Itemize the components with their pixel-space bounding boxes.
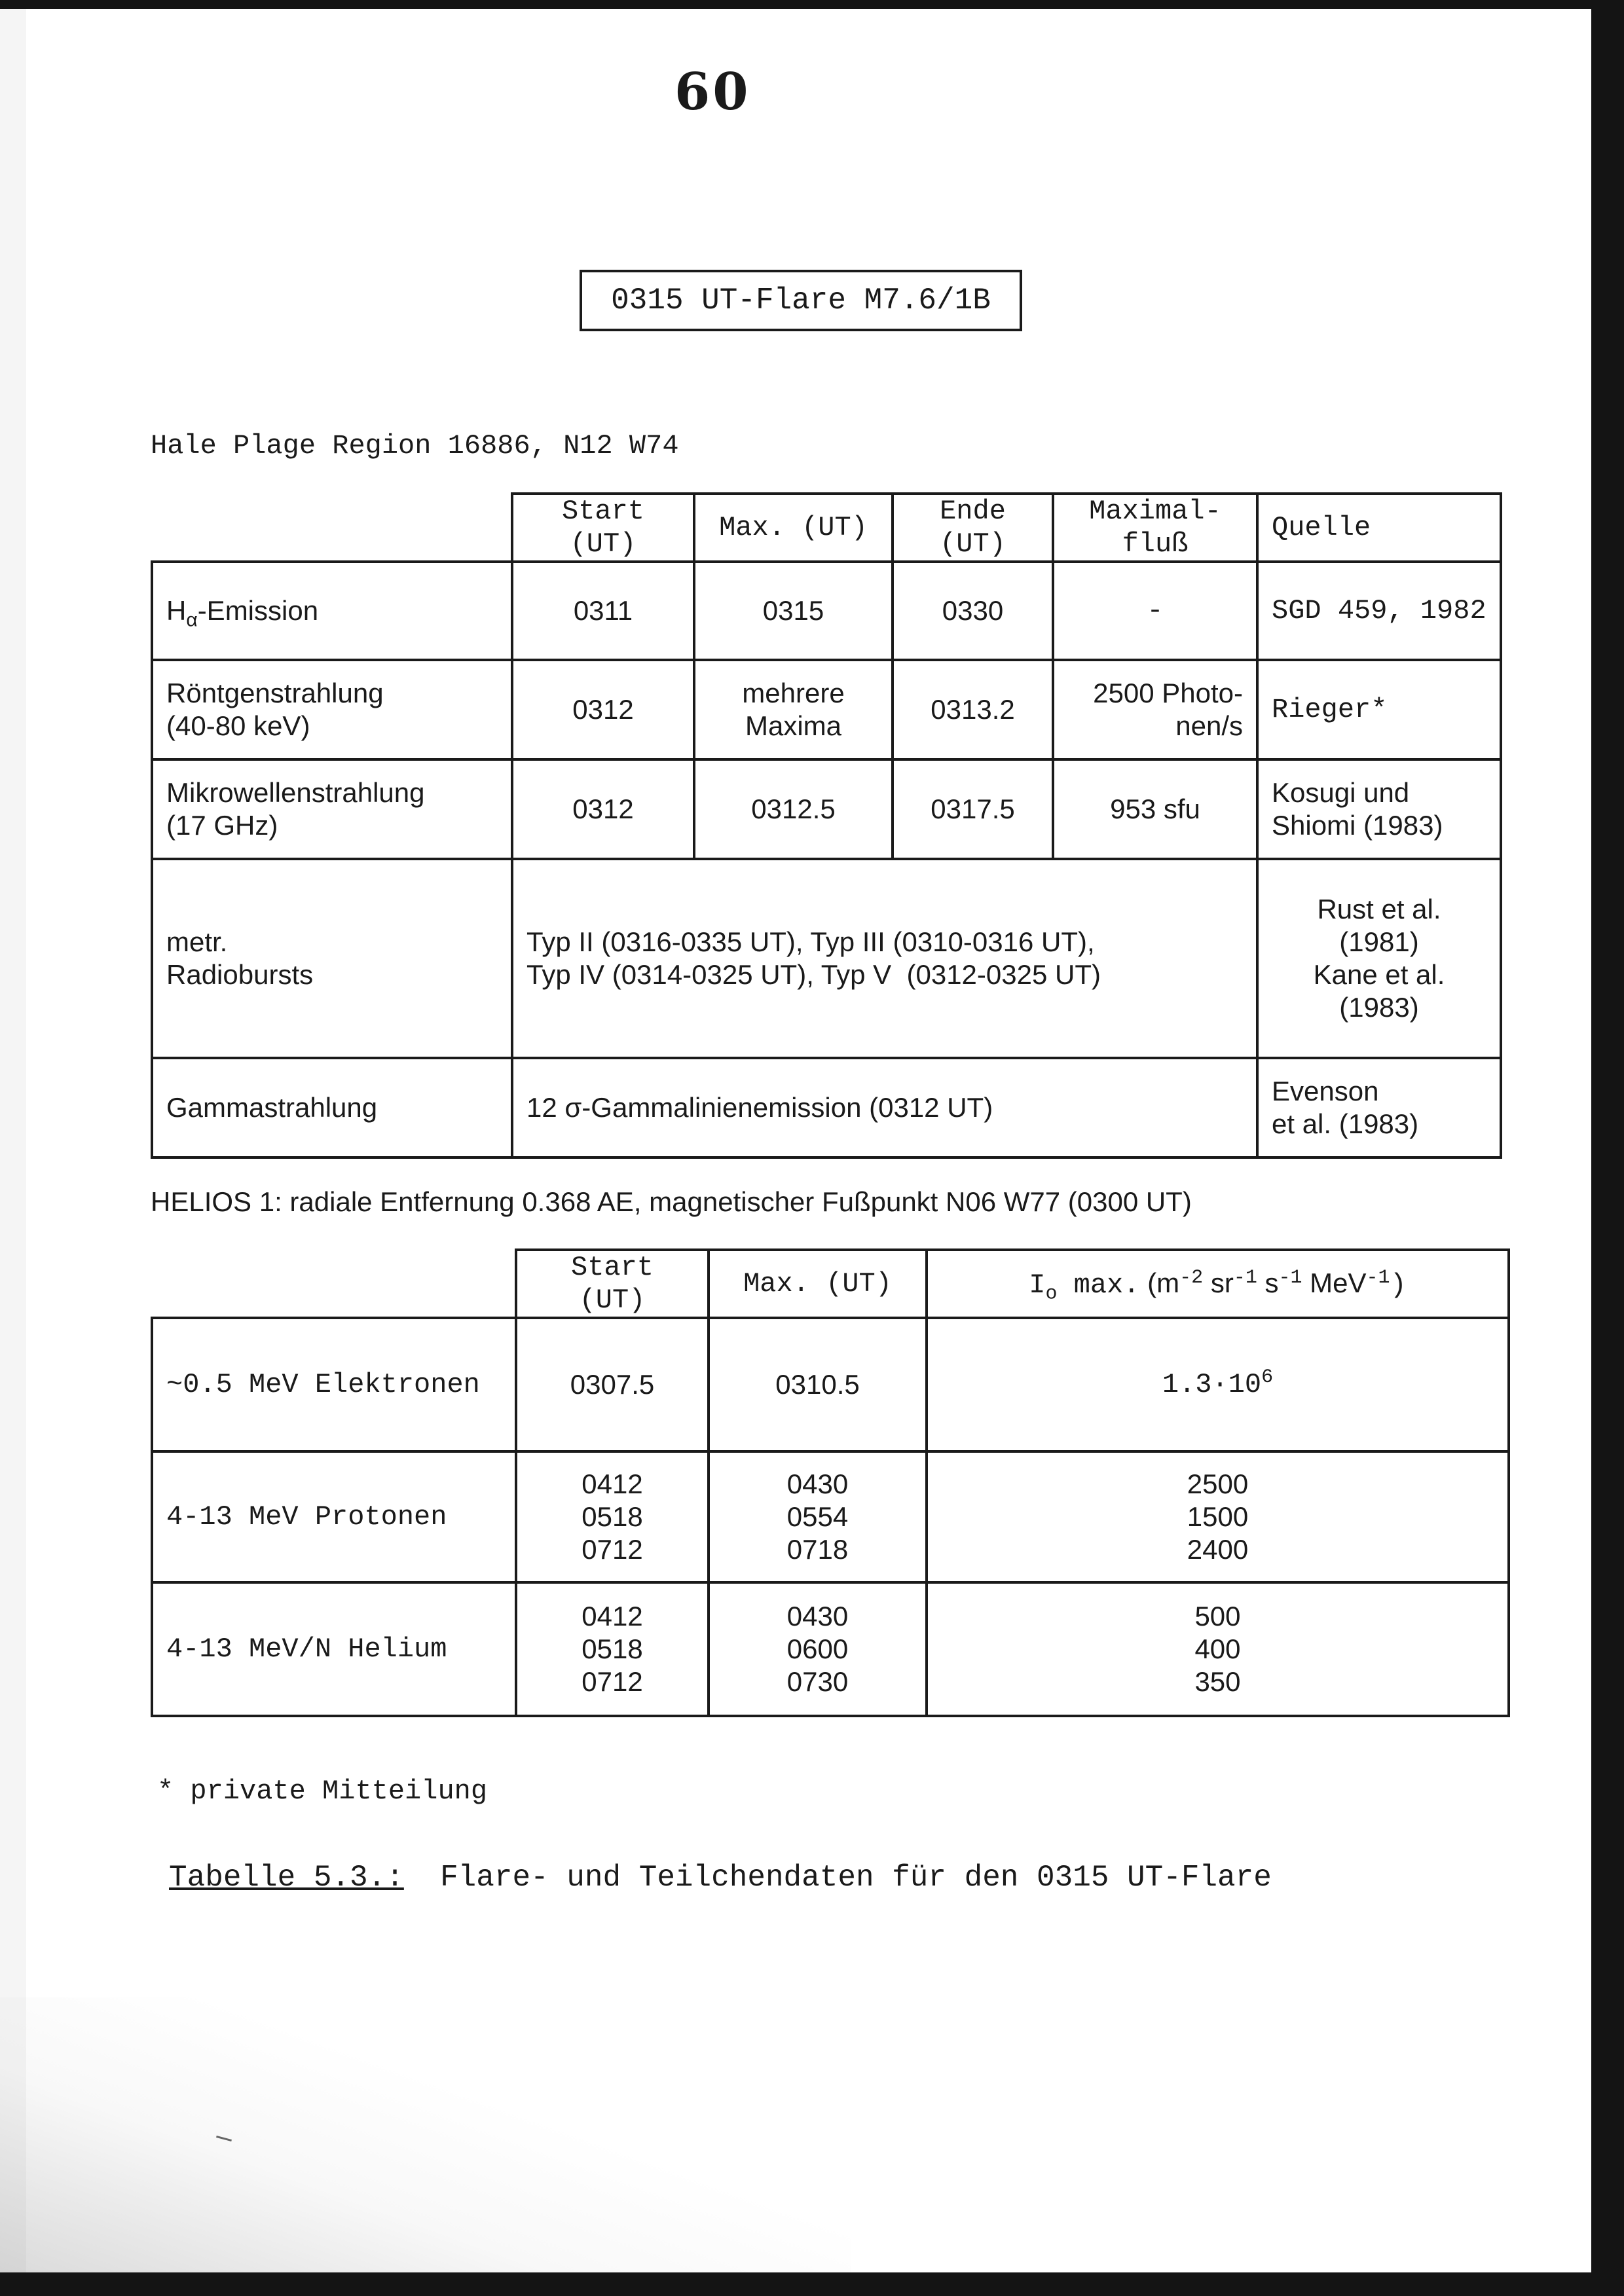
row-label: metr. Radiobursts bbox=[152, 859, 512, 1058]
cell-max: mehrere Maxima bbox=[694, 660, 893, 759]
header-io: $I_o$ max. ($m^{-2}$ $sr^{-1}$ $s^{-1}$ MeV$^{-1}$) bbox=[927, 1250, 1509, 1318]
cell-source: SGD 459, 1982 bbox=[1257, 562, 1501, 660]
cell-max: 0312.5 bbox=[694, 759, 893, 859]
cell-max: 0315 bbox=[694, 562, 893, 660]
footnote: * private Mitteilung bbox=[157, 1776, 488, 1807]
table-row bbox=[152, 1318, 1509, 1451]
cell-end: 0330 bbox=[893, 562, 1053, 660]
row-label: Mikrowellenstrahlung (17 GHz) bbox=[152, 759, 512, 859]
table-caption bbox=[169, 1861, 1272, 1895]
scan-edge-left bbox=[0, 0, 26, 2296]
page-number: 60 bbox=[674, 62, 751, 122]
cell-end: 0317.5 bbox=[893, 759, 1053, 859]
row-label: 4-13 MeV/N Helium bbox=[152, 1582, 516, 1716]
cell-source: Evenson et al. (1983) bbox=[1257, 1058, 1501, 1157]
cell-max: 0310.5 bbox=[709, 1318, 927, 1451]
cell-max: 0430 0600 0730 bbox=[709, 1582, 927, 1716]
cell-start: 0311 bbox=[512, 562, 694, 660]
cell-flux: - bbox=[1053, 562, 1257, 660]
scan-edge-bottom bbox=[0, 2272, 1624, 2296]
header-maxflux-line2: fluß bbox=[1122, 528, 1189, 560]
row-label: Gammastrahlung bbox=[152, 1058, 512, 1157]
cell-source: Rust et al. (1981) Kane et al. (1983) bbox=[1257, 859, 1501, 1058]
table-caption-label: Tabelle 5.3.: bbox=[169, 1861, 404, 1895]
cell-io: 2500 1500 2400 bbox=[927, 1451, 1509, 1582]
header-empty bbox=[152, 494, 512, 562]
header-max: Max. (UT) bbox=[709, 1250, 927, 1318]
cell-start: 0307.5 bbox=[516, 1318, 709, 1451]
table-row bbox=[152, 859, 1501, 1058]
cell-start: 0312 bbox=[512, 759, 694, 859]
table-row bbox=[152, 759, 1501, 859]
scan-shading bbox=[0, 1997, 851, 2272]
cell-start: 0412 0518 0712 bbox=[516, 1582, 709, 1716]
row-label: ~0.5 MeV Elektronen bbox=[152, 1318, 516, 1451]
cell-flux: 953 sfu bbox=[1053, 759, 1257, 859]
cell-io: $1.3\cdot 10^6$ bbox=[927, 1318, 1509, 1451]
cell-start: 0312 bbox=[512, 660, 694, 759]
flare-table-header bbox=[152, 494, 1501, 562]
scan-edge-right bbox=[1591, 0, 1624, 2296]
section1-caption: Hale Plage Region 16886, N12 W74 bbox=[151, 430, 679, 462]
table-row bbox=[152, 1058, 1501, 1157]
row-label: Röntgenstrahlung (40-80 keV) bbox=[152, 660, 512, 759]
header-maxflux bbox=[1053, 494, 1257, 562]
cell-end: 0313.2 bbox=[893, 660, 1053, 759]
flare-table bbox=[151, 492, 1502, 1159]
cell-flux: 2500 Photo- nen/s bbox=[1053, 660, 1257, 759]
header-source: Quelle bbox=[1257, 494, 1501, 562]
table-caption-text: Flare- und Teilchendaten für den 0315 UT-Flare bbox=[403, 1861, 1272, 1895]
cell-radiobursts: Typ II (0316-0335 UT), Typ III (0310-0316 UT), Typ IV (0314-0325 UT), Typ V (0312-0325 UT) bbox=[512, 859, 1257, 1058]
scan-edge-top bbox=[0, 0, 1624, 9]
header-empty bbox=[152, 1250, 516, 1318]
flare-title-box: 0315 UT-Flare M7.6/1B bbox=[580, 270, 1022, 331]
particle-table bbox=[151, 1248, 1510, 1717]
cell-source: Rieger* bbox=[1257, 660, 1501, 759]
table-row bbox=[152, 1451, 1509, 1582]
header-end: Ende (UT) bbox=[893, 494, 1053, 562]
cell-max: 0430 0554 0718 bbox=[709, 1451, 927, 1582]
table-row bbox=[152, 660, 1501, 759]
header-max: Max. (UT) bbox=[694, 494, 893, 562]
header-maxflux-line1: Maximal- bbox=[1089, 496, 1221, 527]
cell-io: 500 400 350 bbox=[927, 1582, 1509, 1716]
row-label: 4-13 MeV Protonen bbox=[152, 1451, 516, 1582]
particle-table-header bbox=[152, 1250, 1509, 1318]
cell-start: 0412 0518 0712 bbox=[516, 1451, 709, 1582]
table-row bbox=[152, 562, 1501, 660]
header-start: Start (UT) bbox=[516, 1250, 709, 1318]
row-label: $H_\alpha$-Emission bbox=[152, 562, 512, 660]
cell-gamma: 12 σ-Gammalinienemission (0312 UT) bbox=[512, 1058, 1257, 1157]
cell-source: Kosugi und Shiomi (1983) bbox=[1257, 759, 1501, 859]
header-start: Start (UT) bbox=[512, 494, 694, 562]
table-row bbox=[152, 1582, 1509, 1716]
section2-caption: HELIOS 1: radiale Entfernung 0.368 AE, magnetischer Fußpunkt N06 W77 (0300 UT) bbox=[151, 1186, 1192, 1217]
